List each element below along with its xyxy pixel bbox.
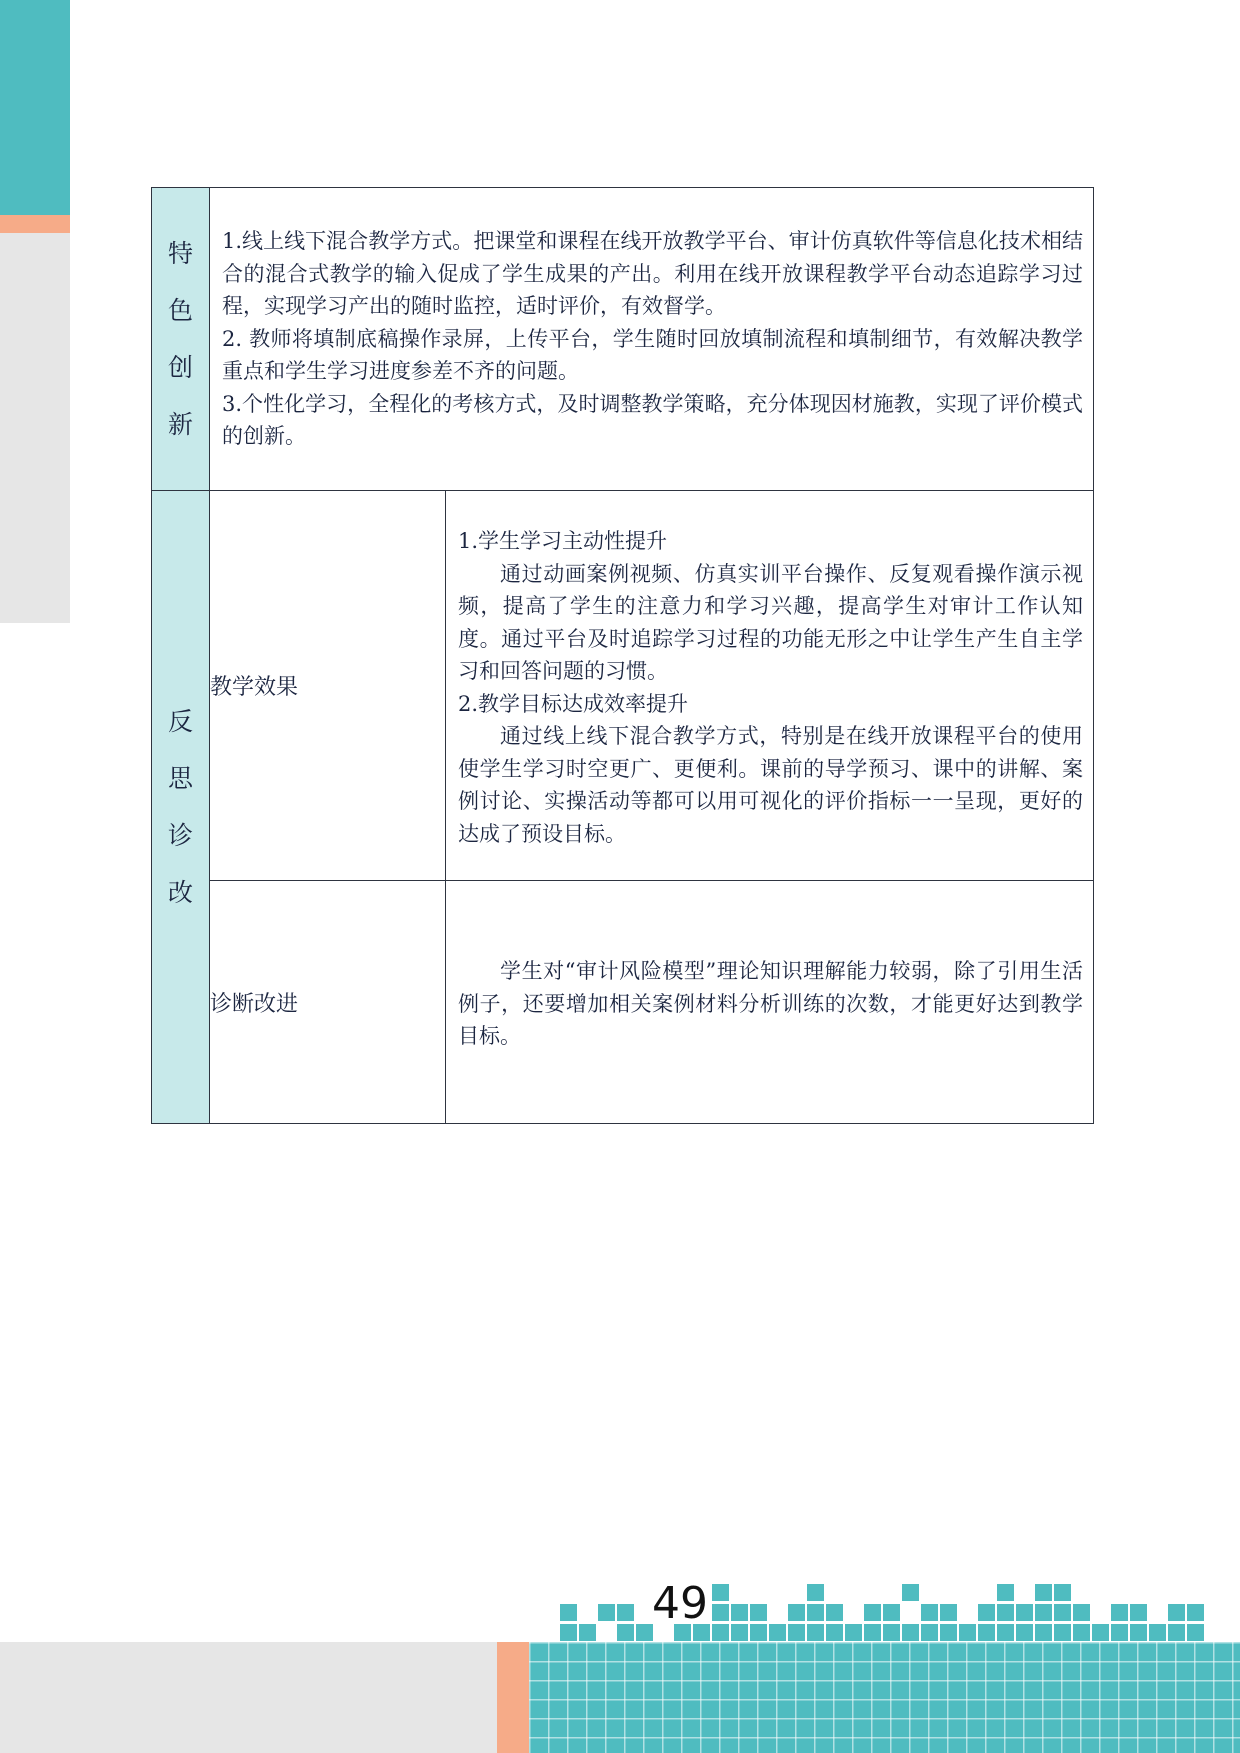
side-orange-bar: [0, 215, 70, 233]
decorative-tile: [769, 1624, 786, 1641]
decorative-tile: [864, 1624, 881, 1641]
decorative-tile: [978, 1624, 995, 1641]
diagnosis-label: 诊断改进: [210, 881, 446, 1124]
decorative-tile: [560, 1604, 577, 1621]
evaluation-table: [151, 187, 1094, 1124]
decorative-tile: [883, 1624, 900, 1641]
decorative-tile: [940, 1624, 957, 1641]
decorative-tile: [826, 1604, 843, 1621]
table-row-diagnosis: [152, 881, 1094, 1124]
decorative-tile: [807, 1604, 824, 1621]
decorative-tile: [902, 1624, 919, 1641]
decorative-tile: [940, 1604, 957, 1621]
table-row-innovation: [152, 188, 1094, 491]
footer-orange-band: [497, 1642, 529, 1753]
decorative-tile: [1035, 1624, 1052, 1641]
category-char: 诊: [167, 821, 193, 850]
side-teal-bar: [0, 0, 70, 215]
side-grey-bar: [0, 233, 70, 623]
decorative-tile: [1035, 1604, 1052, 1621]
decorative-tile: [959, 1624, 976, 1641]
decorative-tile: [1073, 1604, 1090, 1621]
footer-grid-pattern: [529, 1642, 1240, 1753]
decorative-tile: [788, 1604, 805, 1621]
teaching-effect-label: 教学效果: [210, 491, 446, 881]
decorative-tile: [826, 1624, 843, 1641]
decorative-tile: [1035, 1584, 1052, 1601]
innovation-paragraph-3: 3.个性化学习，全程化的考核方式，及时调整教学策略，充分体现因材施教，实现了评价模式的创新。: [222, 391, 1083, 449]
decorative-tile: [1168, 1604, 1185, 1621]
category-char: 改: [167, 878, 193, 907]
diagnosis-body: 学生对“审计风险模型”理论知识理解能力较弱，除了引用生活例子，还要增加相关案例材料分析训练的次数，才能更好达到教学目标。: [458, 959, 1083, 1049]
decorative-tile: [997, 1584, 1014, 1601]
decorative-tile: [1187, 1624, 1204, 1641]
effect-body-1: 通过动画案例视频、仿真实训平台操作、反复观看操作演示视频，提高了学生的注意力和学习兴趣，提高学生对审计工作认知度。通过平台及时追踪学习过程的功能无形之中让学生产生自主学习和回答问题的习惯。: [458, 561, 1083, 683]
category-char: 反: [167, 707, 193, 736]
decorative-tile: [560, 1624, 577, 1641]
effect-heading-1: 1.学生学习主动性提升: [458, 529, 668, 553]
table-row-teaching-effect: [152, 491, 1094, 881]
decorative-tile: [883, 1604, 900, 1621]
decorative-tile: [1187, 1604, 1204, 1621]
decorative-tile: [845, 1624, 862, 1641]
footer-grey-band: [0, 1642, 497, 1753]
decorative-tile: [1111, 1604, 1128, 1621]
footer-teal-band: [529, 1642, 1240, 1753]
innovation-paragraph-1: 1.线上线下混合教学方式。把课堂和课程在线开放教学平台、审计仿真软件等信息化技术相结合的混合式教学的输入促成了学生成果的产出。利用在线开放课程教学平台动态追踪学习过程，实现学习产出的随时监控，适时评价，有效督学。: [222, 229, 1083, 319]
category-char: 创: [167, 353, 193, 382]
category-char: 特: [167, 239, 193, 268]
decorative-tile: [788, 1624, 805, 1641]
page-number: 49: [652, 1578, 708, 1629]
decorative-tile: [1149, 1624, 1166, 1641]
teaching-effect-content: [446, 491, 1094, 881]
decorative-tile: [807, 1624, 824, 1641]
decorative-tile: [807, 1584, 824, 1601]
category-char: 色: [167, 296, 193, 325]
effect-body-2: 通过线上线下混合教学方式，特别是在线开放课程平台的使用使学生学习时空更广、更便利。课前的导学预习、课中的讲解、案例讨论、实操活动等都可以用可视化的评价指标一一呈现，更好的达成了预设目标。: [458, 724, 1083, 846]
innovation-paragraph-2: 2. 教师将填制底稿操作录屏，上传平台，学生随时回放填制流程和填制细节，有效解决教学重点和学生学习进度参差不齐的问题。: [222, 326, 1083, 384]
decorative-tile: [1054, 1624, 1071, 1641]
decorative-tile: [1016, 1624, 1033, 1641]
decorative-tile: [1130, 1604, 1147, 1621]
decorative-tile: [921, 1624, 938, 1641]
decorative-tile: [1130, 1624, 1147, 1641]
category-cell-reflection: [152, 491, 210, 1124]
category-char: 新: [167, 410, 193, 439]
decorative-tile: [921, 1604, 938, 1621]
decorative-tile: [1054, 1584, 1071, 1601]
category-char: 思: [167, 764, 193, 793]
decorative-tile: [997, 1604, 1014, 1621]
category-cell-innovation: [152, 188, 210, 491]
decorative-tile: [1073, 1624, 1090, 1641]
decorative-tile: [1111, 1624, 1128, 1641]
decorative-tile: [1016, 1604, 1033, 1621]
diagnosis-content: [446, 881, 1094, 1124]
innovation-content-cell: [210, 188, 1094, 491]
decorative-tile: [1092, 1624, 1109, 1641]
decorative-tile: [902, 1584, 919, 1601]
effect-heading-2: 2.教学目标达成效率提升: [458, 691, 689, 716]
decorative-tile: [579, 1624, 596, 1641]
decorative-tile: [1054, 1604, 1071, 1621]
decorative-tile: [997, 1624, 1014, 1641]
decorative-tile: [1168, 1624, 1185, 1641]
decorative-tile: [978, 1604, 995, 1621]
decorative-tile: [864, 1604, 881, 1621]
